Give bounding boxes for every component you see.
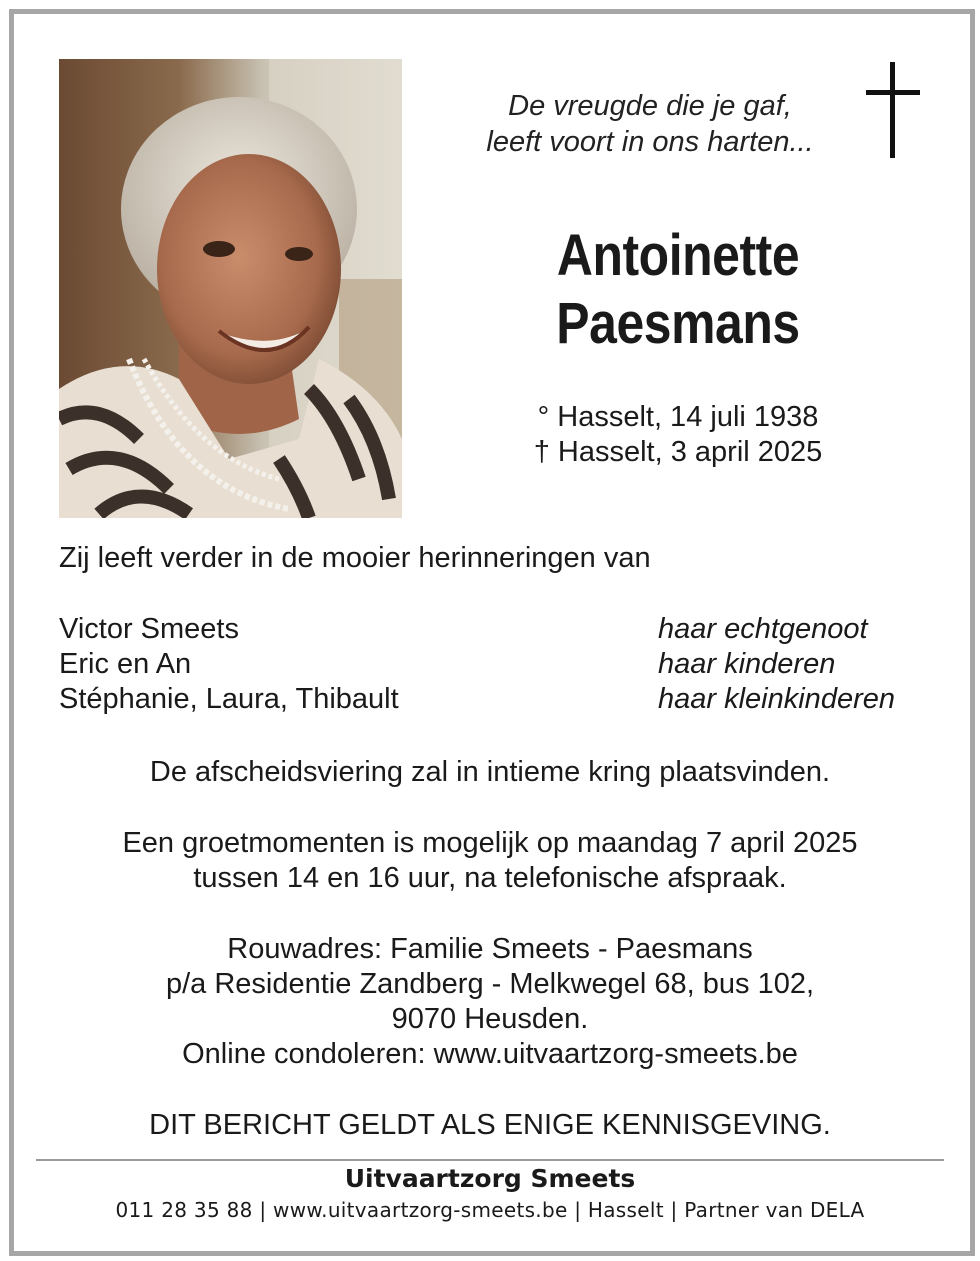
mourning-address (0, 932, 980, 1072)
portrait-photo (59, 59, 402, 518)
birth-date: ° Hasselt, 14 juli 1938 (537, 401, 819, 433)
visitation-info (0, 826, 980, 896)
deceased-name (499, 222, 857, 358)
family-intro: Zij leeft verder in de mooier herinneringen van (59, 542, 651, 574)
address-line-2: p/a Residentie Zandberg - Melkwegel 68, bus 102, (165, 968, 815, 1000)
family-member-relation: haar kleinkinderen (658, 683, 895, 715)
family-member-name: Stéphanie, Laura, Thibault (59, 683, 399, 715)
farewell-text: De afscheidsviering zal in intieme kring plaatsvinden. (149, 756, 831, 788)
family-member-relation: haar kinderen (658, 648, 836, 680)
family-row (59, 647, 919, 682)
quote-line-1: De vreugde die je gaf, (508, 90, 792, 122)
family-row (59, 682, 919, 717)
company-contact-info: 011 28 35 88 | www.uitvaartzorg-smeets.be | Hasselt | Partner van DELA (115, 1198, 865, 1222)
family-row (59, 612, 919, 647)
address-line-1: Rouwadres: Familie Smeets - Paesmans (227, 933, 753, 965)
footer-divider (36, 1159, 944, 1161)
life-dates (470, 400, 886, 470)
visitation-line-2: tussen 14 en 16 uur, na telefonische afspraak. (193, 862, 787, 894)
memorial-quote (430, 88, 870, 160)
death-date: † Hasselt, 3 april 2025 (533, 436, 823, 468)
cross-icon (864, 62, 922, 158)
notice-text: DIT BERICHT GELDT ALS ENIGE KENNISGEVING. (149, 1109, 831, 1141)
quote-line-2: leeft voort in ons harten... (486, 126, 814, 158)
family-member-name: Eric en An (59, 648, 192, 680)
address-line-3: 9070 Heusden. (391, 1003, 589, 1035)
visitation-line-1: Een groetmomenten is mogelijk op maandag 7 april 2025 (122, 827, 858, 859)
family-member-name: Victor Smeets (59, 613, 239, 645)
funeral-company: Uitvaartzorg Smeets (344, 1164, 636, 1193)
family-member-relation: haar echtgenoot (658, 613, 868, 645)
last-name: Paesmans (556, 291, 800, 356)
first-name: Antoinette (556, 223, 800, 288)
online-condolence: Online condoleren: www.uitvaartzorg-smeets.be (182, 1038, 798, 1070)
